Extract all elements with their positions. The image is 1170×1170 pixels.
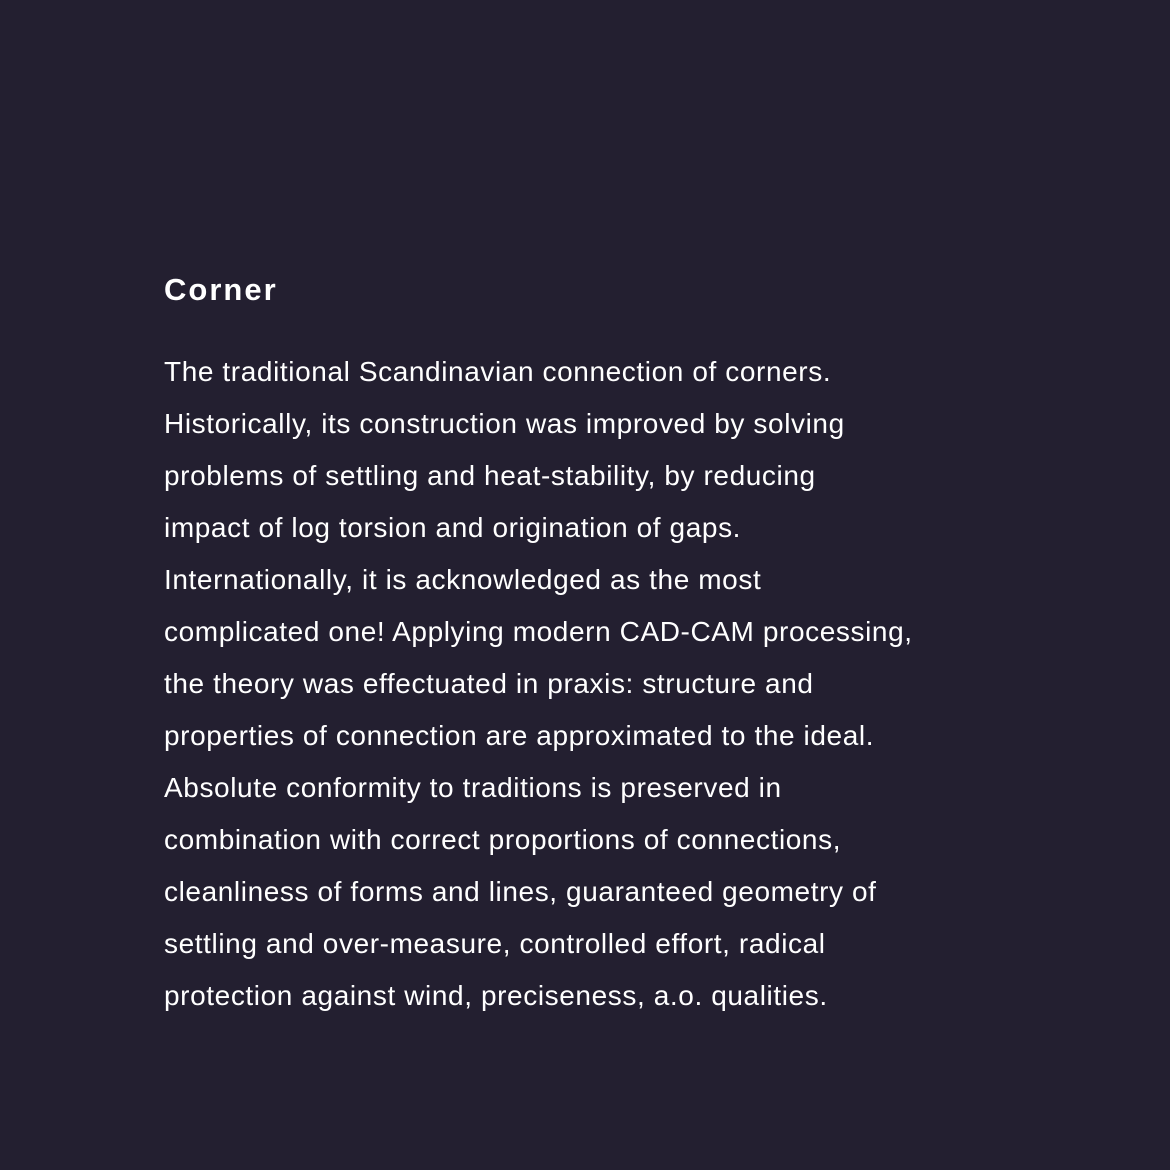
description-line: Internationally, it is acknowledged as the most: [164, 564, 762, 595]
description-line: problems of settling and heat-stability, by reducing: [164, 460, 816, 491]
section-title: Corner: [164, 272, 278, 307]
description-line: the theory was effectuated in praxis: structure and: [164, 668, 814, 699]
description-line: impact of log torsion and origination of gaps.: [164, 512, 742, 543]
description-line: complicated one! Applying modern CAD-CAM processing,: [164, 616, 913, 647]
description-line: properties of connection are approximated to the ideal.: [164, 720, 875, 751]
description-line: Historically, its construction was improved by solving: [164, 408, 845, 439]
corner-section: [164, 266, 1064, 1022]
description-line: cleanliness of forms and lines, guaranteed geometry of: [164, 876, 877, 907]
description-line: combination with correct proportions of connections,: [164, 824, 842, 855]
section-description: [164, 346, 1064, 1022]
description-line: The traditional Scandinavian connection of corners.: [164, 356, 832, 387]
description-line: Absolute conformity to traditions is preserved in: [164, 772, 782, 803]
description-line: protection against wind, preciseness, a.o. qualities.: [164, 980, 828, 1011]
description-line: settling and over-measure, controlled effort, radical: [164, 928, 826, 959]
